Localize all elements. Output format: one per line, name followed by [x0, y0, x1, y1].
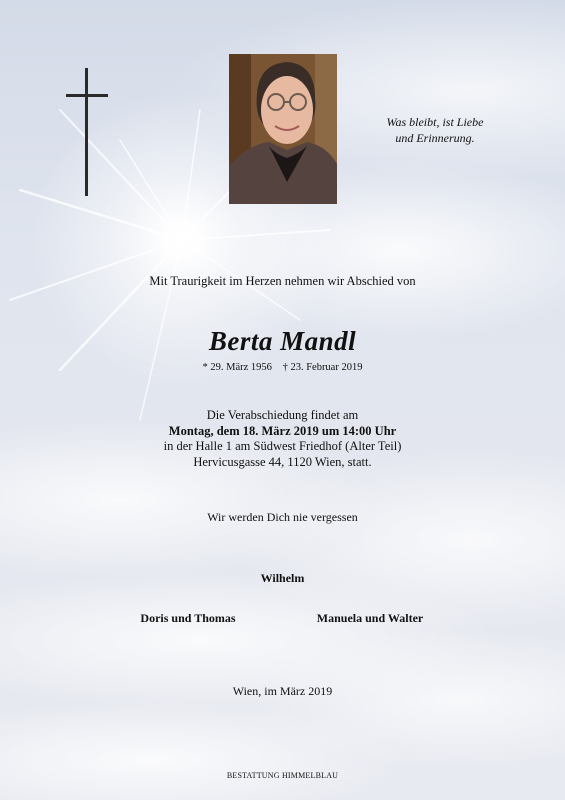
ceremony-address: Hervicusgasse 44, 1120 Wien, statt.: [193, 454, 372, 469]
quote-line-2: und Erinnerung.: [395, 131, 475, 145]
place-date: Wien, im März 2019: [232, 684, 333, 698]
mourner-primary: Wilhelm: [260, 571, 305, 585]
farewell-text: Wir werden Dich nie vergessen: [207, 510, 358, 524]
ceremony-date-time: Montag, dem 18. März 2019 um 14:00 Uhr: [168, 423, 397, 438]
life-dates: [0, 362, 565, 373]
ceremony-details: [0, 408, 565, 470]
cross-icon: [66, 68, 108, 196]
intro-text: Mit Traurigkeit im Herzen nehmen wir Abschied von: [149, 274, 416, 288]
mourner-left: Doris und Thomas: [140, 611, 236, 625]
birth-date: * 29. März 1956: [202, 362, 272, 373]
quote-line-1: Was bleibt, ist Liebe: [386, 115, 484, 129]
ceremony-location: in der Halle 1 am Südwest Friedhof (Alter Teil): [163, 439, 402, 453]
mourner-right: Manuela und Walter: [316, 611, 424, 625]
funeral-home-footer: BESTATTUNG HIMMELBLAU: [226, 771, 339, 780]
portrait-photo: [229, 54, 337, 204]
memorial-quote: [360, 114, 510, 146]
ceremony-line-1: Die Verabschiedung findet am: [206, 408, 359, 422]
death-date: † 23. Februar 2019: [282, 362, 363, 373]
deceased-name: Berta Mandl: [208, 326, 357, 356]
